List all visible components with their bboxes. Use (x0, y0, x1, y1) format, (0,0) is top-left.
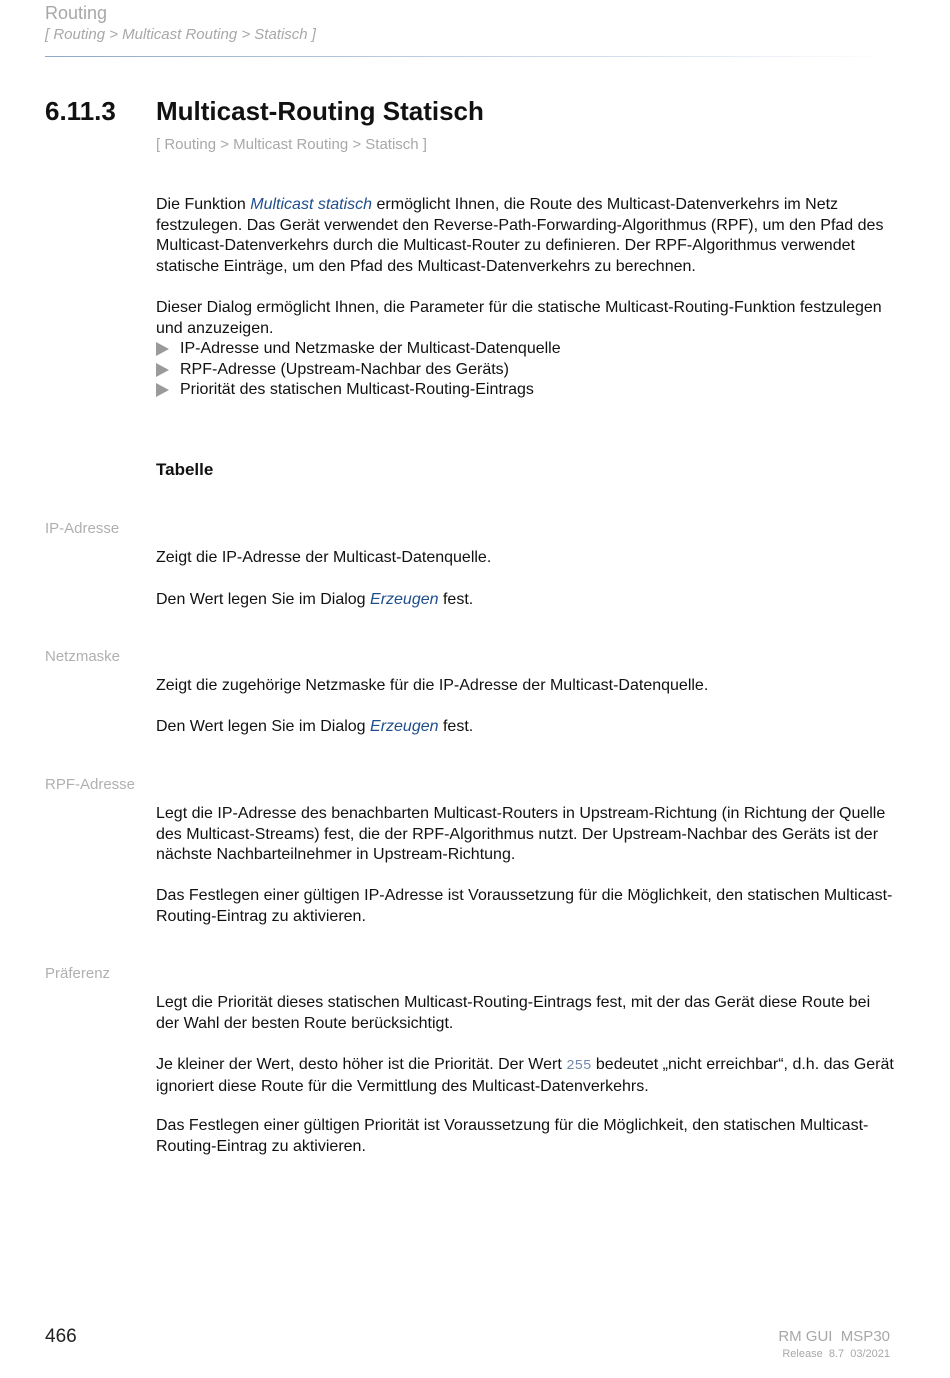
triangle-bullet-icon (156, 342, 169, 356)
list-item (156, 380, 896, 401)
note-text: bedeutet „nicht erreichbar“, d.h. das Gerät ignoriert diese Route für die Vermittlung des Multicast-Datenverkehrs. (156, 1056, 894, 1095)
note-text: fest. (438, 591, 474, 608)
page-number: 466 (45, 1326, 77, 1347)
param-label-preference: Präferenz (45, 965, 111, 982)
header-breadcrumb: [ Routing > Multicast Routing > Statisch ] (45, 26, 316, 43)
list-item (156, 339, 896, 360)
param-ip-note (156, 590, 896, 611)
footer-doc-name: RM GUI MSP30 (778, 1328, 890, 1345)
section-number: 6.11.3 (45, 96, 116, 126)
footer-release: Release 8.7 03/2021 (782, 1348, 890, 1360)
subheading-table: Tabelle (156, 460, 214, 479)
intro-paragraph-2: Dieser Dialog ermöglicht Ihnen, die Parameter für die statische Multicast-Routing-Funktion festzulegen und anzuzeigen. (156, 299, 882, 337)
header-title: Routing (45, 3, 108, 23)
list-item (156, 360, 896, 381)
section-title: Multicast-Routing Statisch (156, 96, 484, 126)
erzeugen-link[interactable]: Erzeugen (370, 591, 439, 608)
section-breadcrumb: [ Routing > Multicast Routing > Statisch ] (156, 136, 427, 153)
note-text: Den Wert legen Sie im Dialog (156, 591, 371, 608)
param-preference-desc: Legt die Priorität dieses statischen Multicast-Routing-Eintrags fest, mit der das Gerät diese Route bei der Wahl der besten Route berücksichtigt. (156, 994, 871, 1032)
param-netmask-note (156, 717, 896, 738)
feature-list (156, 339, 896, 401)
triangle-bullet-icon (156, 363, 169, 377)
intro-text-pre: Die Funktion (156, 196, 251, 213)
note-text: Den Wert legen Sie im Dialog (156, 718, 371, 735)
triangle-bullet-icon (156, 383, 169, 397)
param-label-ip: IP-Adresse (45, 520, 120, 537)
list-item-text: IP-Adresse und Netzmaske der Multicast-Datenquelle (180, 340, 561, 357)
header-divider (45, 56, 890, 57)
param-rpf-desc: Legt die IP-Adresse des benachbarten Multicast-Routers in Upstream-Richtung (in Richtung der Quelle des Multicast-Streams) fest, die der RPF-Algorithmus nutzt. Der Upstream-Nachbar des Geräts ist der nächste Nachbarteilnehmer in Upstream-Richtung. (156, 805, 886, 863)
param-preference-note (156, 1055, 896, 1097)
list-item-text: RPF-Adresse (Upstream-Nachbar des Geräts) (180, 360, 509, 378)
multicast-statisch-link[interactable]: Multicast statisch (250, 196, 373, 213)
intro-paragraph (156, 195, 896, 277)
note-text: Je kleiner der Wert, desto höher ist die Priorität. Der Wert (156, 1056, 567, 1073)
param-label-rpf: RPF-Adresse (45, 776, 136, 793)
value-code: 255 (566, 1058, 592, 1074)
erzeugen-link[interactable]: Erzeugen (370, 718, 439, 735)
param-rpf-note: Das Festlegen einer gültigen IP-Adresse ist Voraussetzung für die Möglichkeit, den statischen Multicast-Routing-Eintrag zu aktivieren. (156, 887, 893, 925)
note-text: fest. (438, 718, 474, 735)
list-item-text: Priorität des statischen Multicast-Routing-Eintrags (180, 381, 534, 398)
intro-text-post: ermöglicht Ihnen, die Route des Multicast-Datenverkehrs im Netz festzulegen. Das Gerät verwendet den Reverse-Path-Forwarding-Algorithmus (RPF), um den Pfad des Multicast-Datenverkehrs durch die Multicast-Router zu definieren. Der RPF-Algorithmus verwendet statische Einträge, um den Pfad des Multicast-Datenverkehrs zu berechnen. (156, 196, 884, 275)
param-ip-desc: Zeigt die IP-Adresse der Multicast-Datenquelle. (156, 549, 492, 566)
param-preference-note-2: Das Festlegen einer gültigen Priorität ist Voraussetzung für die Möglichkeit, den statischen Multicast-Routing-Eintrag zu aktivieren. (156, 1117, 869, 1155)
param-netmask-desc: Zeigt die zugehörige Netzmaske für die IP-Adresse der Multicast-Datenquelle. (156, 677, 709, 694)
param-label-netmask: Netzmaske (45, 648, 121, 665)
